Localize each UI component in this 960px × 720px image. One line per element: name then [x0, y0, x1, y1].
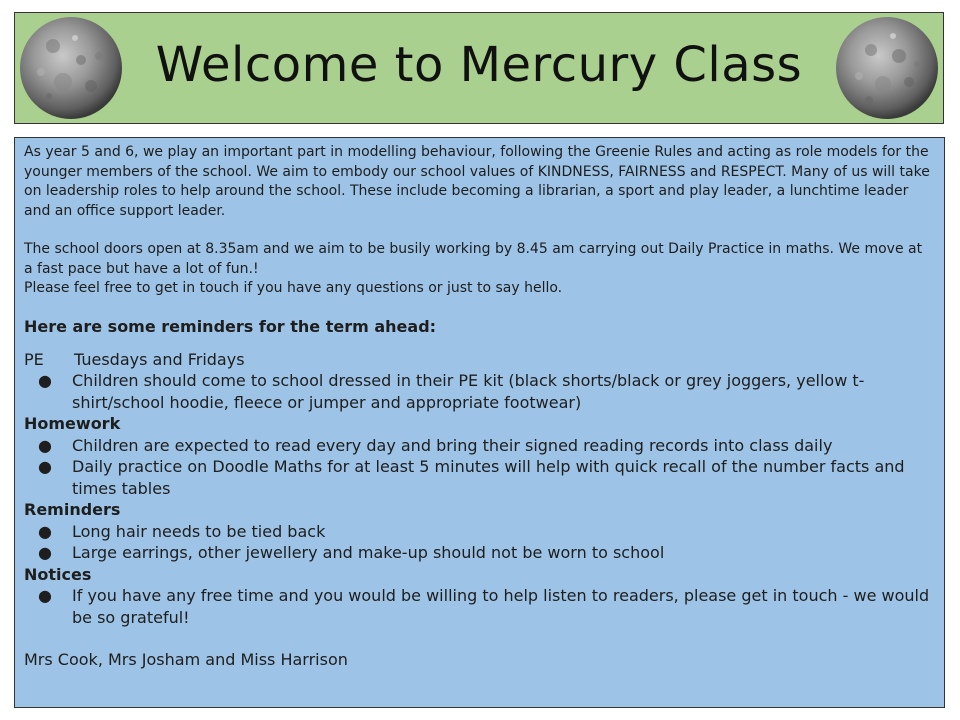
notices-heading: Notices — [24, 564, 92, 584]
bullet-icon: ● — [38, 521, 52, 541]
teacher-signoff: Mrs Cook, Mrs Josham and Miss Harrison — [24, 650, 348, 669]
term-reminders-heading: Here are some reminders for the term ahead: — [24, 316, 437, 336]
list-item-text: If you have any free time and you would be willing to help listen to readers, please get in touch - we would be so grateful! — [72, 586, 930, 627]
bullet-icon: ● — [38, 435, 52, 455]
list-item-text: Long hair needs to be tied back — [72, 521, 326, 541]
list-item-text: Daily practice on Doodle Maths for at least 5 minutes will help with quick recall of the number facts and times tables — [72, 457, 905, 498]
reminders-heading: Reminders — [24, 500, 121, 519]
pe-label: PE — [24, 349, 44, 369]
bullet-icon: ● — [38, 543, 52, 562]
reminders-list — [24, 521, 935, 564]
bullet-icon: ● — [38, 371, 52, 390]
list-item — [24, 370, 935, 413]
page-title: Welcome to Mercury Class — [155, 37, 803, 93]
mercury-planet-icon — [835, 16, 939, 120]
list-item — [24, 435, 935, 457]
notices-list — [24, 585, 935, 628]
list-item — [24, 521, 935, 543]
list-item — [24, 585, 935, 628]
pe-list — [24, 370, 935, 413]
list-item — [24, 456, 935, 499]
intro-paragraph-values: As year 5 and 6, we play an important part in modelling behaviour, following the Greenie Rules and acting as role models for the younger members of the school. We aim to embody our school values of KINDNESS, FAIRNESS and RESPECT. Many of us will take on leadership roles to help around the school. These include becoming a librarian, a sport and play leader, a lunchtime leader and an office support leader. — [24, 144, 930, 219]
list-item-text: Children should come to school dressed in their PE kit (black shorts/black or grey joggers, yellow t-shirt/school hoodie, fleece or jumper and appropriate footwear) — [72, 371, 865, 412]
list-item-text: Large earrings, other jewellery and make-up should not be worn to school — [72, 543, 665, 562]
pe-days: Tuesdays and Fridays — [74, 349, 245, 369]
list-item-text: Children are expected to read every day and bring their signed reading records into class daily — [72, 435, 833, 455]
class-information-panel — [14, 137, 945, 708]
bullet-icon: ● — [38, 586, 52, 605]
pe-section-heading — [24, 349, 935, 371]
homework-heading: Homework — [24, 414, 121, 433]
list-item — [24, 542, 935, 564]
bullet-icon: ● — [38, 457, 52, 476]
intro-paragraph-contact: Please feel free to get in touch if you have any questions or just to say hello. — [24, 280, 563, 296]
homework-list — [24, 435, 935, 500]
page-header — [14, 12, 944, 124]
intro-paragraph-times: The school doors open at 8.35am and we aim to be busily working by 8.45 am carrying out Daily Practice in maths. We move at a fast pace but have a lot of fun.! — [24, 241, 923, 277]
